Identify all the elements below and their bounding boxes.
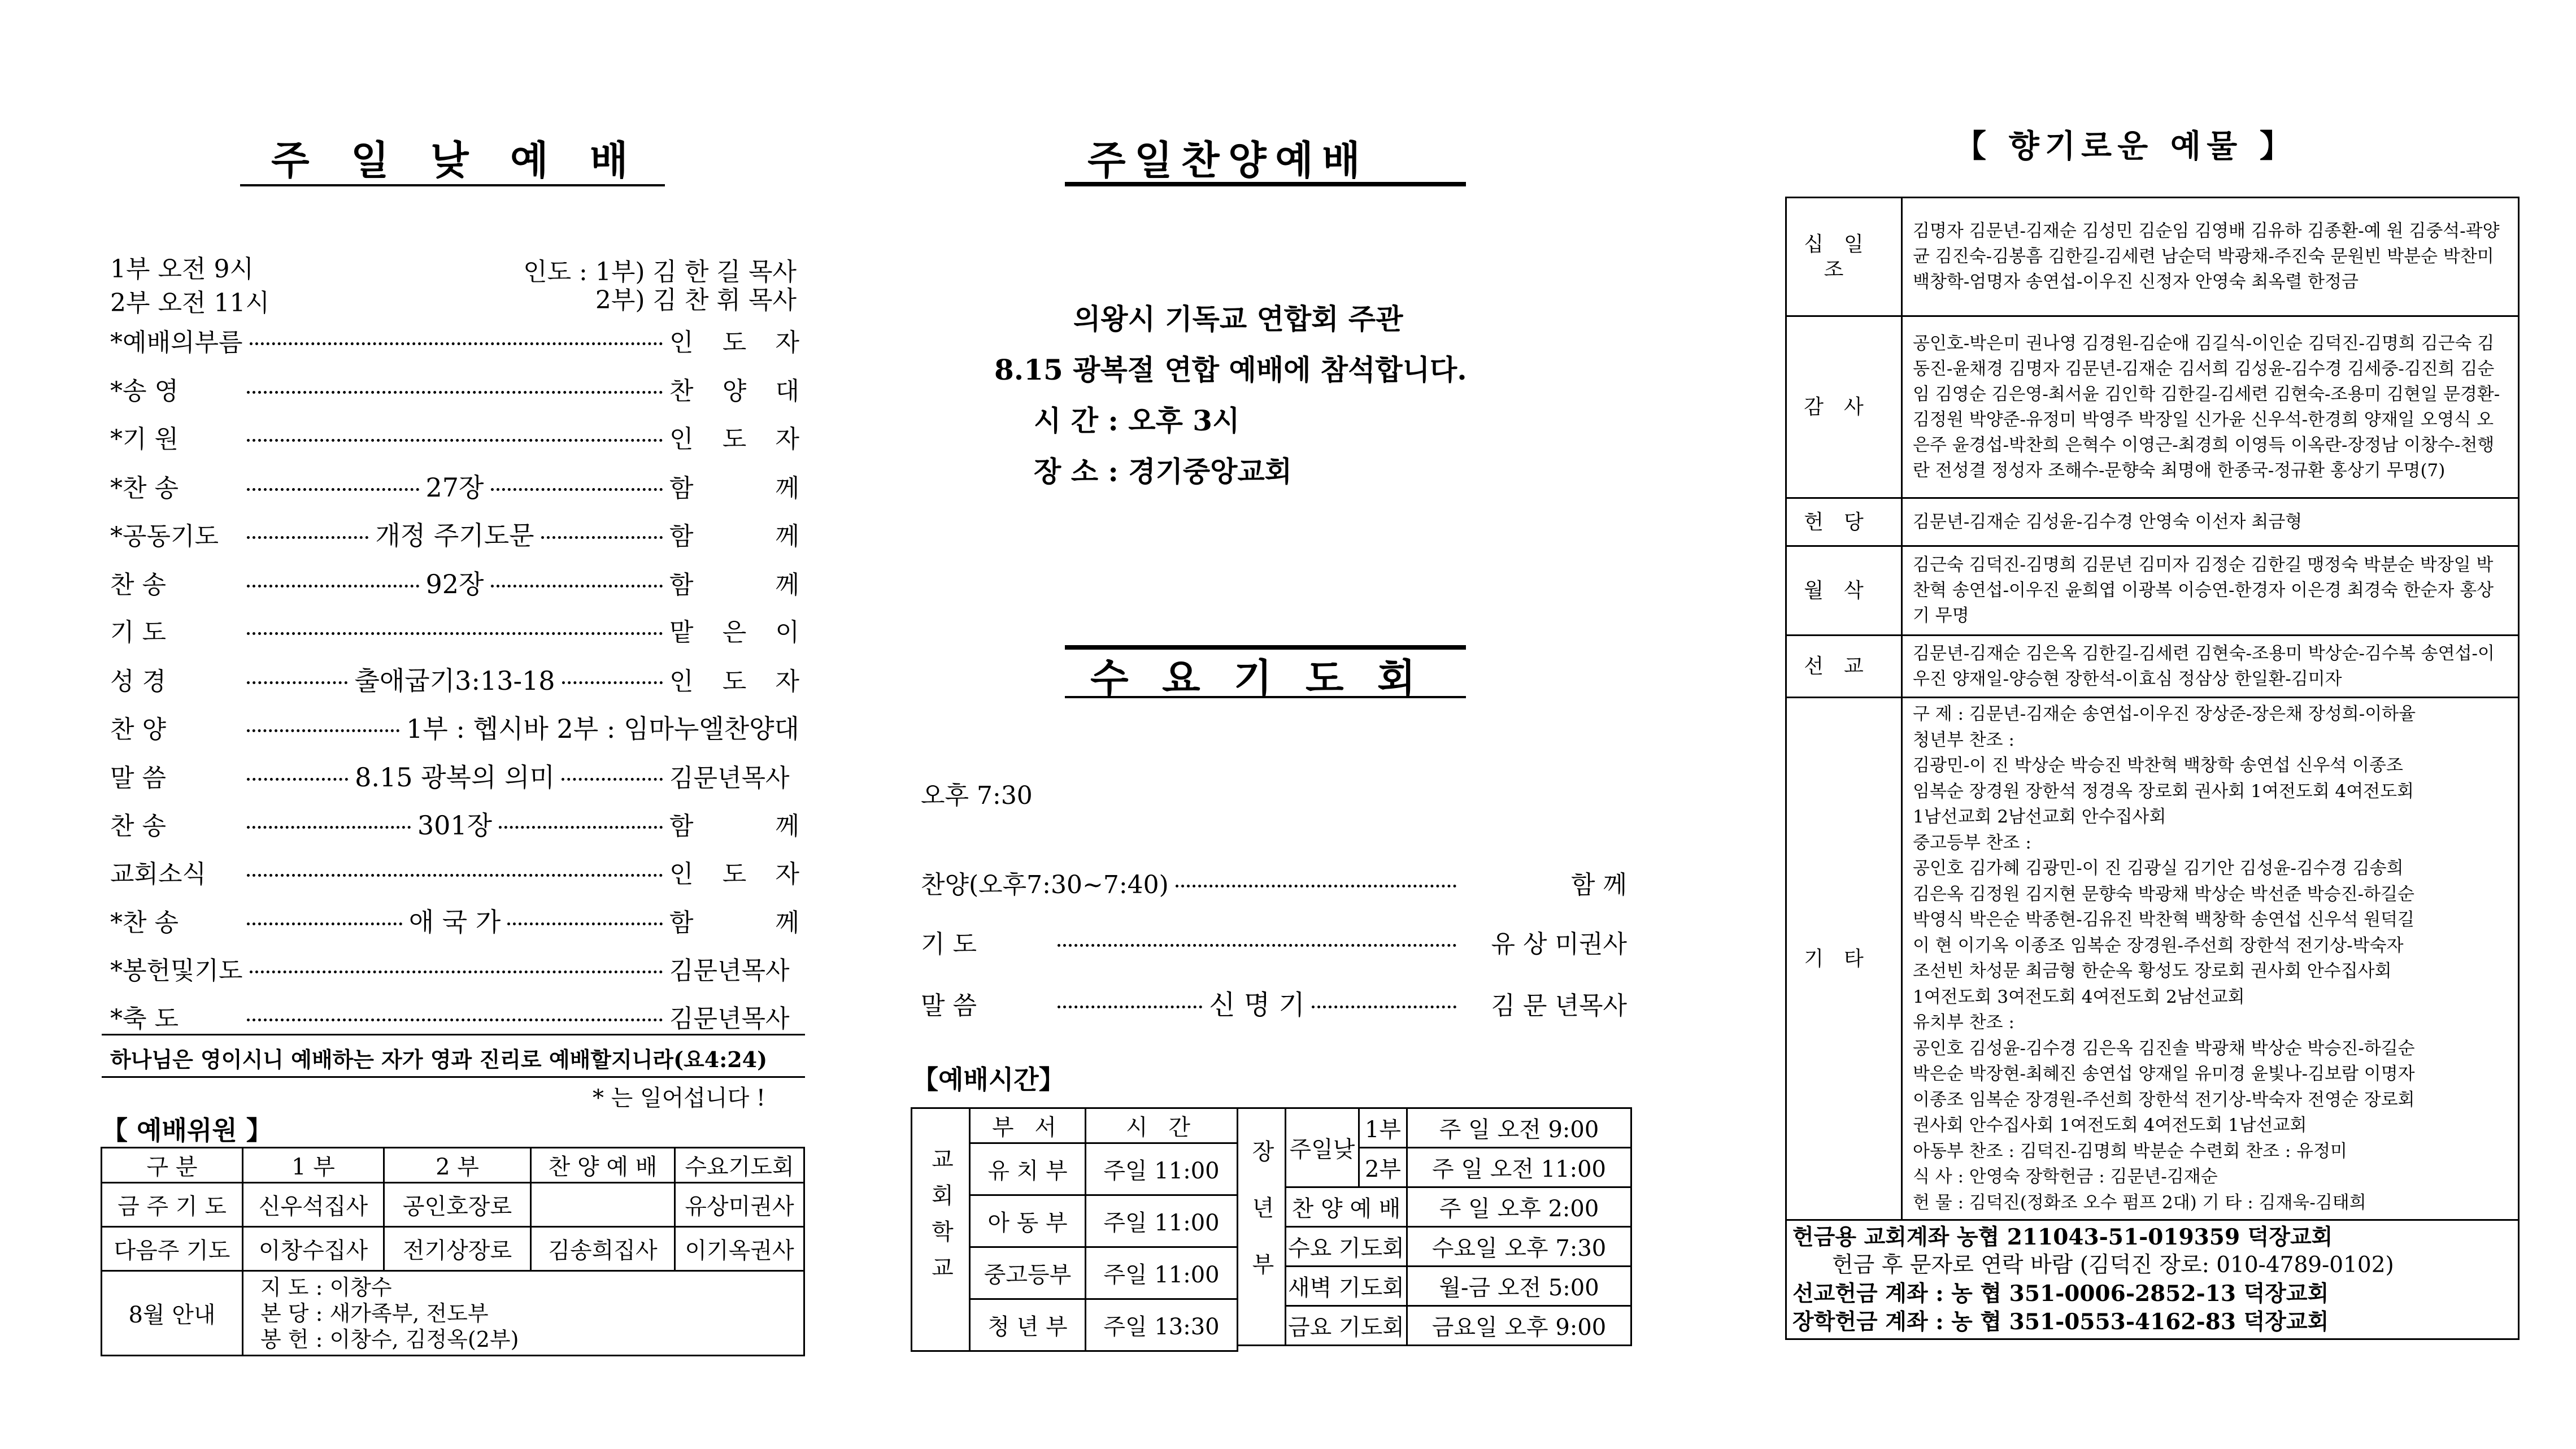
header-cell: 찬 양 예 배 <box>531 1148 675 1183</box>
committee-title: 【 예배위원 】 <box>102 1115 272 1146</box>
accounts-box <box>1786 1220 2519 1339</box>
offerings-title: 【 향기로운 예물 】 <box>1955 128 2297 165</box>
order-item: *찬 송 <box>110 908 179 937</box>
table-row <box>1238 1267 1631 1306</box>
etc-line: 유치부 찬조 : <box>1913 1012 2014 1033</box>
wednesday-time: 오후 7:30 <box>921 781 1033 810</box>
wednesday-prayer-title: 수 요 기 도 회 <box>1090 655 1426 702</box>
table-cell: 주일 11:00 <box>1086 1247 1238 1299</box>
table-cell: 이창수집사 <box>243 1227 384 1271</box>
table-cell: 이기옥권사 <box>675 1227 804 1271</box>
order-detail: 8.15 광복의 의미 <box>355 762 555 793</box>
order-row <box>110 371 799 407</box>
offering-text: 김명자 김문년-김재순 김성민 김순임 김영배 김유하 김종환-예 원 김중석-곽양균 김진숙-김봉흠 김한길-김세련 남순덕 박광채-주진숙 문원빈 박분순 박찬미 백창학-엄명자 송연섭-이우진 신정자 안영숙 최옥렬 한정금 <box>1902 198 2519 316</box>
order-detail: 신 명 기 <box>1209 989 1305 1021</box>
leader-dots <box>562 778 663 781</box>
order-item: *축 도 <box>110 1004 179 1033</box>
etc-line: 임복순 장경원 장한석 정경옥 장로회 권사회 1여전도회 4여전도회 <box>1913 781 2414 802</box>
offering-etc-text <box>1902 698 2519 1220</box>
table-cell: 중고등부 <box>970 1247 1086 1299</box>
table-cell: 공인호장로 <box>384 1183 531 1227</box>
offerings-table <box>1785 197 2520 1340</box>
service-time-1: 1부 오전 9시 <box>110 255 254 284</box>
school-schedule-table <box>911 1107 1238 1352</box>
header-cell: 1 부 <box>243 1148 384 1183</box>
offering-text: 김문년-김재순 김성윤-김수경 안영숙 이선자 최금형 <box>1902 498 2519 546</box>
order-row <box>110 757 799 794</box>
committee-table <box>101 1147 805 1356</box>
table-cell: 아 동 부 <box>970 1195 1086 1247</box>
order-row <box>110 660 799 698</box>
header-cell: 부 서 <box>970 1108 1086 1143</box>
table-cell: 금요일 오후 9:00 <box>1407 1306 1631 1346</box>
august-line: 지 도 : 이창수 <box>260 1274 392 1300</box>
account-line: 헌금용 교회계좌 농협 211043-51-019359 덕장교회 <box>1792 1224 2333 1250</box>
order-leader: 인 도 자 <box>669 859 799 889</box>
leader-dots <box>247 681 347 684</box>
offering-row <box>1786 546 2519 636</box>
order-leader: 김문년목사 <box>669 763 790 793</box>
offering-row <box>1786 316 2519 498</box>
order-leader: 김문년목사 <box>669 1004 790 1033</box>
offering-text: 김근숙 김덕진-김명희 김문년 김미자 김정순 김한길 맹정숙 박분순 박장일 박찬혁 송연섭-이우진 윤희엽 이광복 이승연-한경자 이은경 최경숙 한순자 홍상기 무명 <box>1902 546 2519 636</box>
august-label: 8월 안내 <box>102 1271 243 1356</box>
order-detail: 1부 : 헵시바 2부 : 임마누엘찬양대 <box>406 713 799 744</box>
august-info <box>243 1271 804 1356</box>
offering-row <box>1786 636 2519 698</box>
order-item: 기 도 <box>921 930 977 959</box>
table-cell: 유 치 부 <box>970 1143 1086 1195</box>
praise-service-title: 주일찬양예배 <box>1087 137 1369 184</box>
etc-line: 구 제 : 김문년-김재순 송연섭-이우진 장상준-장은채 장성희-이하율 <box>1913 704 2416 724</box>
order-detail: 애 국 가 <box>408 907 501 937</box>
table-cell: 금 주 기 도 <box>102 1183 243 1227</box>
table-cell: 전기상장로 <box>384 1227 531 1271</box>
etc-line: 공인호 김성윤-김수경 김은옥 김진솔 박광채 박상순 박승진-하길순 <box>1913 1038 2415 1059</box>
order-row <box>110 805 799 842</box>
offering-text: 공인호-박은미 권나영 김경원-김순애 김길식-이인순 김덕진-김명희 김근숙 김동진-윤채경 김명자 김문년-김재순 김서희 김성윤-김수경 김세중-김진희 김순임 김영순 김은영-최서윤 김인학 김한길-김세련 김현숙-조용미 김현일 문경환-김정원 박양준-유정미 박영주 박장일 신가윤 신우석-한경희 양재일 오영식 오은주 윤경섭-박찬희 은혁수 이영근-최경희 이영득 이옥란-장정남 이창수-천행란 전성결 정성자 조해수-문향숙 최명애 한종국-정규환 홍상기 무명(7) <box>1902 316 2519 498</box>
order-detail: 27장 <box>425 472 484 503</box>
table-row <box>1238 1187 1631 1227</box>
table-cell: 주 일 오전 11:00 <box>1407 1148 1631 1187</box>
table-row <box>1238 1306 1631 1346</box>
offering-label: 기타 <box>1786 698 1902 1220</box>
leader-dots <box>247 391 663 394</box>
header-cell: 시 간 <box>1086 1108 1238 1143</box>
wednesday-row <box>921 983 1627 1022</box>
offering-row <box>1786 198 2519 316</box>
order-leader: 김문년목사 <box>669 956 790 985</box>
scripture-verse: 하나님은 영이시니 예배하는 자가 영과 진리로 예배할지니라(요4:24) <box>110 1047 768 1072</box>
table-cell: 주일 11:00 <box>1086 1195 1238 1247</box>
wednesday-row <box>921 864 1627 900</box>
order-item: 말 씀 <box>110 763 166 793</box>
order-leader: 함 께 <box>669 908 799 937</box>
order-leader: 유 상 미권사 <box>1491 930 1627 959</box>
leader-dots <box>562 681 663 684</box>
order-detail: 92장 <box>425 568 484 599</box>
etc-line: 김은옥 김정원 김지현 문향숙 박광채 박상순 박선준 박승진-하길순 <box>1913 884 2414 904</box>
order-detail: 301장 <box>417 810 493 841</box>
leader-dots <box>1058 1006 1202 1008</box>
order-item: 기 도 <box>110 618 166 647</box>
account-line: 헌금 후 문자로 연락 바람 (김덕진 장로: 010-4789-0102) <box>1832 1252 2394 1278</box>
etc-line: 공인호 김가혜 김광민-이 진 김광실 김기안 김성윤-김수경 김송희 <box>1913 858 2404 878</box>
notice-line: 8.15 광복절 연합 예배에 참석합니다. <box>994 353 1467 386</box>
order-detail: 출애굽기3:13-18 <box>354 665 555 696</box>
stand-note: * 는 일어섭니다 ! <box>592 1085 765 1111</box>
leader-dots <box>1312 1006 1456 1008</box>
order-leader: 함 께 <box>669 812 799 841</box>
leader-dots <box>499 826 663 829</box>
school-label-text: 교회학교 <box>928 1147 954 1292</box>
order-item: 찬 송 <box>110 570 166 599</box>
leader-dots <box>247 923 402 925</box>
table-row <box>102 1227 804 1271</box>
etc-line: 이 현 이기옥 이종조 임복순 장경원-주선희 장한석 전기상-박숙자 <box>1913 935 2404 956</box>
notice-line: 장 소 : 경기중앙교회 <box>1034 455 1293 488</box>
order-leader: 김 문 년목사 <box>1491 991 1627 1020</box>
order-leader: 함 께 <box>669 522 799 551</box>
title-underline <box>1065 182 1466 186</box>
union-notice <box>994 294 1467 497</box>
table-cell: 주 일 오전 9:00 <box>1407 1108 1631 1148</box>
leader-dots <box>491 488 663 491</box>
table-cell: 김송희집사 <box>531 1227 675 1271</box>
header-cell: 2 부 <box>384 1148 531 1183</box>
order-row <box>110 708 799 746</box>
table-cell: 주 일 오후 2:00 <box>1407 1187 1631 1227</box>
table-cell: 수요 기도회 <box>1286 1227 1407 1267</box>
etc-line: 박은순 박장현-최혜진 송연섭 양재일 유미경 윤빛나-김보람 이명자 <box>1913 1064 2415 1084</box>
leader-dots <box>247 488 419 491</box>
leader-dots <box>1058 944 1456 947</box>
title-underline <box>240 184 665 186</box>
leader-dots <box>1176 885 1456 887</box>
leader-dots <box>247 826 411 829</box>
verse-bottom-line <box>102 1076 805 1078</box>
order-row <box>110 515 799 552</box>
august-line: 본 당 : 새가족부, 전도부 <box>260 1300 489 1326</box>
etc-line: 박영식 박은순 박종현-김유진 박찬혁 백창학 송연섭 신우석 원덕길 <box>1913 910 2414 930</box>
order-row <box>110 998 799 1034</box>
schedule-title: 【예배시간】 <box>912 1064 1065 1095</box>
account-line: 장학헌금 계좌 : 농 협 351-0553-4162-83 덕장교회 <box>1792 1309 2329 1335</box>
etc-line: 1여전도회 3여전도회 4여전도회 2남선교회 <box>1913 986 2245 1007</box>
wed-title-bottom-line <box>1065 696 1466 698</box>
table-cell: 다음주 기도 <box>102 1227 243 1271</box>
offering-label: 십일조 <box>1786 198 1902 316</box>
leader-dots <box>247 585 419 588</box>
order-row <box>110 467 799 504</box>
leader-dots <box>491 585 663 588</box>
table-cell: 수요일 오후 7:30 <box>1407 1227 1631 1267</box>
leader-dots <box>247 439 663 442</box>
notice-line: 의왕시 기독교 연합회 주관 <box>1073 302 1403 336</box>
order-leader: 인 도 자 <box>669 425 799 454</box>
etc-line: 아동부 찬조 : 김덕진-김명희 박분순 수련회 찬조 : 유정미 <box>1913 1141 2348 1161</box>
table-cell: 1부 <box>1359 1108 1407 1148</box>
table-cell: 유상미권사 <box>675 1183 804 1227</box>
leader-dots <box>247 536 368 539</box>
etc-line: 1남선교회 2남선교회 안수집사회 <box>1913 807 2166 827</box>
offering-row <box>1786 498 2519 546</box>
offering-label: 월삭 <box>1786 546 1902 636</box>
etc-line: 중고등부 찬조 : <box>1913 832 2031 853</box>
etc-line: 조선빈 차성문 최금형 한순옥 황성도 장로회 권사회 안수집사회 <box>1913 961 2392 981</box>
order-leader: 함 께 <box>1571 871 1627 899</box>
order-item: 찬 양 <box>110 715 166 744</box>
order-row <box>110 322 799 358</box>
order-row <box>110 902 799 939</box>
august-row <box>102 1271 804 1356</box>
leader-dots <box>250 342 663 345</box>
table-row <box>102 1183 804 1227</box>
header-cell: 구 분 <box>102 1148 243 1183</box>
order-row <box>110 612 799 648</box>
order-leader: 찬 양 대 <box>669 376 799 406</box>
order-item: *봉헌및기도 <box>110 956 243 985</box>
leader-dots <box>507 923 663 925</box>
etc-line: 식 사 : 안영숙 장학헌금 : 김문년-김재순 <box>1913 1167 2218 1187</box>
order-item: 성 경 <box>110 667 166 696</box>
leader-dots <box>247 729 399 732</box>
order-item: 교회소식 <box>110 859 207 889</box>
table-cell: 주일 13:30 <box>1086 1299 1238 1351</box>
verse-top-line <box>102 1034 805 1035</box>
adult-schedule-table <box>1237 1107 1632 1346</box>
school-label <box>912 1108 970 1351</box>
order-detail: 개정 주기도문 <box>375 520 534 551</box>
committee-header-row <box>102 1148 804 1183</box>
etc-line: 헌 물 : 김덕진(정화조 오수 펌프 2대) 기 타 : 김재욱-김태희 <box>1913 1192 2366 1213</box>
table-cell: 신우석집사 <box>243 1183 384 1227</box>
order-item: *송 영 <box>110 376 179 406</box>
account-line: 선교헌금 계좌 : 농 협 351-0006-2852-13 덕장교회 <box>1792 1281 2329 1307</box>
order-item: *공동기도 <box>110 522 219 551</box>
order-leader: 함 께 <box>669 473 800 503</box>
order-leader: 인 도 자 <box>669 667 799 696</box>
order-item: 말 씀 <box>921 991 977 1020</box>
adult-label-text: 장년부 <box>1248 1139 1274 1309</box>
table-cell: 금요 기도회 <box>1286 1306 1407 1346</box>
school-header-row <box>912 1108 1238 1143</box>
order-row <box>110 419 799 455</box>
order-item: *기 원 <box>110 425 179 454</box>
order-row <box>110 854 799 890</box>
sunday-service-title: 주 일 낮 예 배 <box>271 137 642 184</box>
leader-2: 2부) 김 찬 휘 목사 <box>595 286 797 315</box>
notice-line: 시 간 : 오후 3시 <box>1034 404 1240 437</box>
offering-label: 감사 <box>1786 316 1902 498</box>
order-item: 찬 송 <box>110 812 166 841</box>
leader-dots <box>247 874 663 877</box>
service-time-2: 2부 오전 11시 <box>110 289 269 317</box>
etc-line: 김광민-이 진 박상순 박승진 박찬혁 백창학 송연섭 신우석 이종조 <box>1913 755 2403 776</box>
order-item: *예배의부름 <box>110 328 243 357</box>
table-cell: 월-금 오전 5:00 <box>1407 1267 1631 1306</box>
order-row <box>110 564 799 601</box>
leader-dots <box>250 971 663 973</box>
etc-line: 이종조 임복순 장경원-주선희 장한석 전기상-박숙자 전영순 장로회 <box>1913 1089 2415 1110</box>
order-row <box>110 950 799 986</box>
etc-line: 권사회 안수집사회 1여전도회 4여전도회 1남선교회 <box>1913 1115 2307 1135</box>
wednesday-row <box>921 924 1627 960</box>
adult-label <box>1238 1108 1286 1346</box>
leader-dots <box>247 632 663 635</box>
table-cell: 청 년 부 <box>970 1299 1086 1351</box>
august-line: 봉 헌 : 이창수, 김정옥(2부) <box>260 1326 519 1352</box>
order-item: 찬양(오후7:30~7:40) <box>921 871 1169 899</box>
table-cell <box>531 1183 675 1227</box>
offering-text: 김문년-김재순 김은옥 김한길-김세련 김현숙-조용미 박상순-김수복 송연섭-이우진 양재일-양승현 장한석-이효심 정삼상 한일환-김미자 <box>1902 636 2519 698</box>
offering-label: 선교 <box>1786 636 1902 698</box>
table-cell: 찬 양 예 배 <box>1286 1187 1407 1227</box>
order-leader: 인 도 자 <box>669 328 799 357</box>
order-item: *찬 송 <box>110 473 179 503</box>
etc-line: 청년부 찬조 : <box>1913 729 2014 750</box>
order-leader: 맡 은 이 <box>669 618 799 647</box>
table-cell: 새벽 기도회 <box>1286 1267 1407 1306</box>
order-leader: 함 께 <box>669 570 800 599</box>
table-row <box>1238 1108 1631 1148</box>
table-cell: 2부 <box>1359 1148 1407 1187</box>
table-cell: 주일 11:00 <box>1086 1143 1238 1195</box>
table-row <box>1238 1227 1631 1267</box>
leader-dots <box>247 1019 663 1021</box>
leader-1: 인도 : 1부) 김 한 길 목사 <box>523 258 797 286</box>
offering-row <box>1786 698 2519 1220</box>
header-cell: 수요기도회 <box>675 1148 804 1183</box>
leader-dots <box>541 536 663 539</box>
leader-dots <box>247 778 348 781</box>
accounts-row <box>1786 1220 2519 1339</box>
offering-label: 헌당 <box>1786 498 1902 546</box>
table-cell: 주일낮 <box>1286 1108 1359 1187</box>
